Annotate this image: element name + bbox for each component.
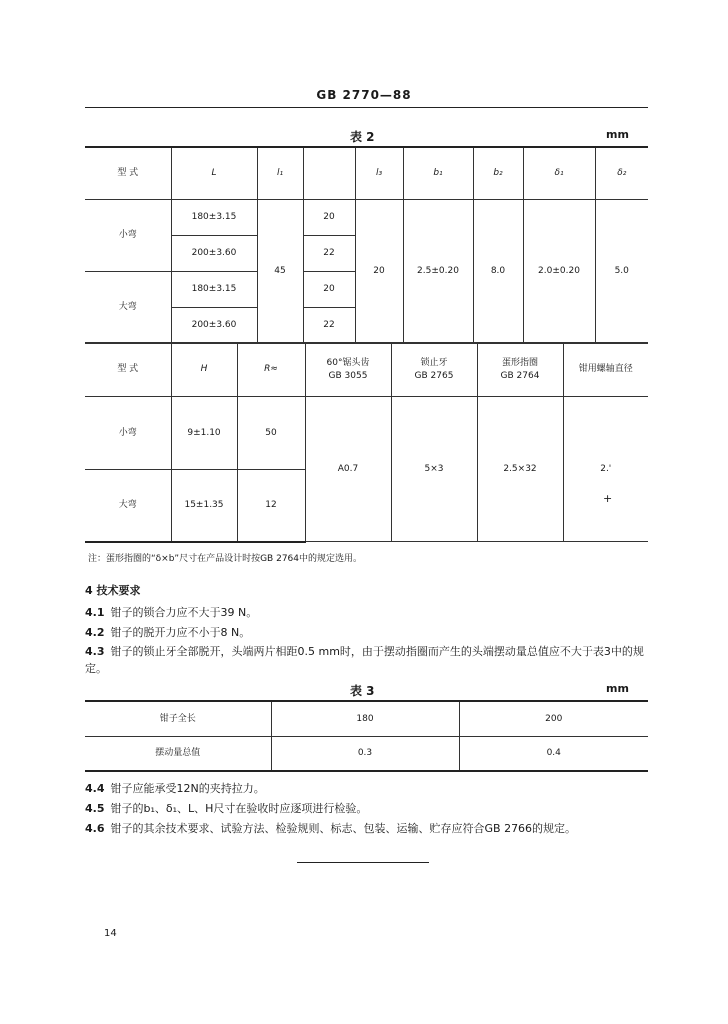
axle-value: 2.' [563,397,648,542]
header-delta2: δ₂ [595,147,648,199]
section-title: 4 技术要求 [85,584,141,597]
header-l3: l₃ [355,147,403,199]
header-delta1: δ₁ [523,147,595,199]
small-H: 9±1.10 [171,397,237,470]
table2-unit: mm [606,128,629,141]
large-col4-b: 22 [303,307,355,343]
item-text: 钳子应能承受12N的夹持拉力。 [110,782,265,795]
header2-lock [391,343,477,397]
large-R: 12 [237,470,305,542]
l1-value: 45 [257,199,303,343]
header2-lock-line2: GB 2765 [414,370,454,381]
small-L-b: 200±3.60 [171,235,257,271]
table2-lower [85,342,648,543]
lock-value: 5×3 [391,397,477,542]
t3-row-label: 摆动量总值 [85,736,271,771]
type-large: 大弯 [85,271,171,343]
requirement-4-3 [85,643,655,677]
requirement-4-5 [85,800,655,817]
header-l1: l₁ [257,147,303,199]
b1-value: 2.5±0.20 [403,199,473,343]
small-col4-a: 20 [303,199,355,235]
l3-value: 20 [355,199,403,343]
header2-ring-line1: 蛋形指圈 [501,358,538,369]
header-blank [303,147,355,199]
t3-header-200: 200 [459,701,648,736]
standard-code: GB 2770—88 [316,88,412,102]
delta1-value: 2.0±0.20 [523,199,595,343]
item-number: 4.1 [85,606,105,619]
table3-unit: mm [606,682,629,695]
t3-value-200: 0.4 [459,736,648,771]
table3 [85,700,648,772]
item-text: 钳子的其余技术要求、试验方法、检验规则、标志、包装、运输、贮存应符合GB 2766的规定。 [110,822,577,835]
c60-value: A0.7 [305,397,391,542]
header2-ring [477,343,563,397]
delta2-value: 5.0 [595,199,648,343]
header2-c60 [305,343,391,397]
header2-H: H [171,343,237,397]
large-H: 15±1.35 [171,470,237,542]
table2-caption: 表 2 [350,130,375,144]
header2-c60-line1: 60°锯头齿 [326,358,370,369]
item-text: 钳子的脱开力应不小于8 N。 [110,626,251,639]
table-note: 注：蛋形指圈的“δ×b”尺寸在产品设计时按GB 2764中的规定选用。 [88,554,363,564]
header-b1: b₁ [403,147,473,199]
requirement-4-1 [85,604,655,621]
small-col4-b: 22 [303,235,355,271]
page-number: 14 [104,928,117,939]
requirement-4-2 [85,624,655,641]
margin-mark: + [603,492,613,505]
requirement-4-4 [85,780,655,797]
large-L-a: 180±3.15 [171,271,257,307]
table3-caption: 表 3 [350,684,375,698]
header2-type: 型 式 [85,343,171,397]
header2-c60-line2: GB 3055 [328,370,368,381]
type2-small: 小弯 [85,397,171,470]
type2-large: 大弯 [85,470,171,542]
item-number: 4.3 [85,645,105,658]
item-number: 4.6 [85,822,105,835]
t3-value-180: 0.3 [271,736,459,771]
header-b2: b₂ [473,147,523,199]
item-number: 4.4 [85,782,105,795]
header2-axle: 钳用螺轴直径 [563,343,648,397]
t3-header-180: 180 [271,701,459,736]
small-R: 50 [237,397,305,470]
header-rule [85,107,648,108]
item-text: 钳子的锁止牙全部脱开，头端两片相距0.5 mm时，由于摆动指圈而产生的头端摆动量总值应不大于表3中的规定。 [85,645,644,675]
item-text: 钳子的b₁、δ₁、L、H尺寸在验收时应逐项进行检验。 [110,802,368,815]
header-type: 型 式 [85,147,171,199]
t3-header-length: 钳子全长 [85,701,271,736]
type-small: 小弯 [85,199,171,271]
item-number: 4.5 [85,802,105,815]
small-L-a: 180±3.15 [171,199,257,235]
item-number: 4.2 [85,626,105,639]
header-L: L [171,147,257,199]
b2-value: 8.0 [473,199,523,343]
large-col4-a: 20 [303,271,355,307]
end-rule [297,862,429,863]
requirement-4-6 [85,820,655,837]
item-text: 钳子的锁合力应不大于39 N。 [110,606,258,619]
large-L-b: 200±3.60 [171,307,257,343]
header2-ring-line2: GB 2764 [500,370,540,381]
table2-upper [85,146,648,344]
ring-value: 2.5×32 [477,397,563,542]
header2-lock-line1: 锁止牙 [420,358,448,369]
header2-R: R≈ [237,343,305,397]
